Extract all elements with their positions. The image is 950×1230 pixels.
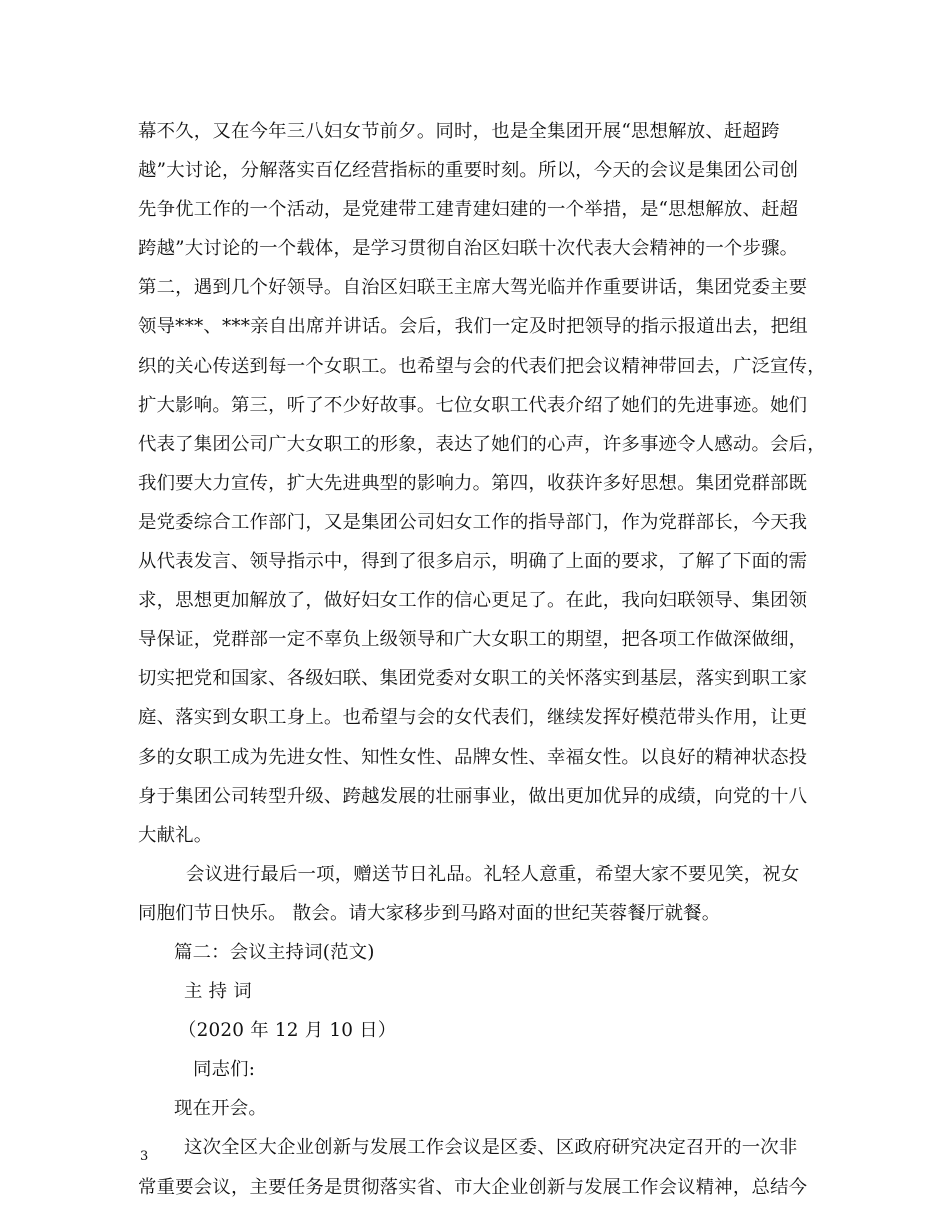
text-line: 身于集团公司转型升级、跨越发展的壮丽事业，做出更加优异的成绩，向党的十八	[138, 785, 808, 807]
text-line: 领导***、***亲自出席并讲话。会后，我们一定及时把领导的指示报道出去，把组	[138, 316, 808, 338]
text-line: 越”大讨论，分解落实百亿经营指标的重要时刻。所以，今天的会议是集团公司创	[138, 160, 799, 182]
text-line: 篇二：会议主持词(范文)	[174, 941, 375, 963]
text-line: 会议进行最后一项，赠送节日礼品。礼轻人意重，希望大家不要见笑，祝女	[186, 863, 800, 885]
text-line: 求，思想更加解放了，做好妇女工作的信心更足了。在此，我向妇联领导、集团领	[138, 590, 808, 612]
text-line: 多的女职工成为先进女性、知性女性、品牌女性、幸福女性。以良好的精神状态投	[138, 746, 808, 768]
text-line: 切实把党和国家、各级妇联、集团党委对女职工的关怀落实到基层，落实到职工家	[138, 668, 808, 690]
text-line: 我们要大力宣传，扩大先进典型的影响力。第四，收获许多好思想。集团党群部既	[138, 472, 808, 494]
text-line: 代表了集团公司广大女职工的形象，表达了她们的心声，许多事迹令人感动。会后，	[138, 433, 826, 455]
text-line: （2020 年 12 月 10 日）	[178, 1020, 397, 1042]
text-line: 跨越”大讨论的一个载体，是学习贯彻自治区妇联十次代表大会精神的一个步骤。	[138, 238, 799, 260]
text-line: 导保证，党群部一定不辜负上级领导和广大女职工的期望，把各项工作做深做细，	[138, 629, 808, 651]
text-line: 这次全区大企业创新与发展工作会议是区委、区政府研究决定召开的一次非	[184, 1137, 798, 1159]
text-line: 主 持 词	[184, 981, 252, 1003]
text-line: 先争优工作的一个活动，是党建带工建青建妇建的一个举措，是“思想解放、赶超	[138, 199, 799, 221]
text-line: 是党委综合工作部门，又是集团公司妇女工作的指导部门，作为党群部长，今天我	[138, 511, 808, 533]
text-line: 同志们:	[193, 1059, 256, 1081]
text-line: 庭、落实到女职工身上。也希望与会的女代表们，继续发挥好模范带头作用，让更	[138, 707, 808, 729]
text-line: 大献礼。	[138, 824, 213, 846]
text-line: 第二，遇到几个好领导。自治区妇联王主席大驾光临并作重要讲话，集团党委主要	[138, 277, 808, 299]
text-line: 同胞们节日快乐。 散会。请大家移步到马路对面的世纪芙蓉餐厅就餐。	[138, 902, 721, 924]
text-line: 织的关心传送到每一个女职工。也希望与会的代表们把会议精神带回去，广泛宣传，	[138, 355, 826, 377]
text-line: 现在开会。	[174, 1098, 267, 1120]
text-line: 从代表发言、领导指示中，得到了很多启示，明确了上面的要求，了解了下面的需	[138, 551, 808, 573]
document-body	[138, 112, 828, 1207]
text-line: 幕不久，又在今年三八妇女节前夕。同时，也是全集团开展“思想解放、赶超跨	[138, 121, 780, 142]
text-line: 扩大影响。第三，听了不少好故事。七位女职工代表介绍了她们的先进事迹。她们	[138, 394, 808, 416]
page-number: 3	[140, 1149, 149, 1164]
text-line: 常重要会议，主要任务是贯彻落实省、市大企业创新与发展工作会议精神，总结今	[138, 1176, 808, 1198]
